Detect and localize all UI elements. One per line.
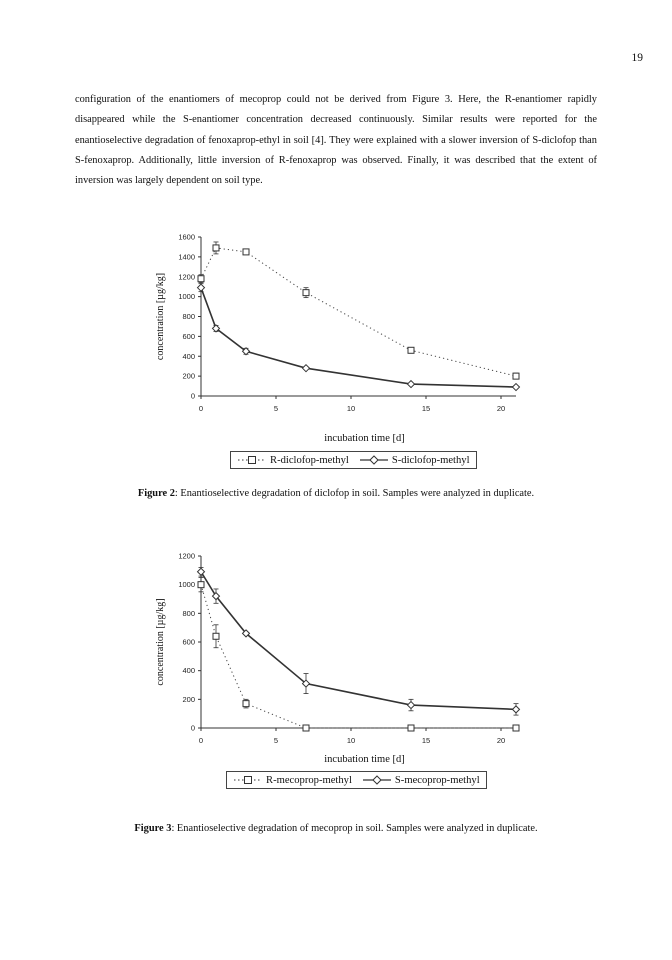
legend-item-s xyxy=(362,775,480,786)
data-point-square xyxy=(303,725,309,731)
data-point-square xyxy=(408,725,414,731)
legend-label-s: S-mecoprop-methyl xyxy=(394,774,480,786)
legend-marker-diamond xyxy=(362,775,392,785)
legend-label-s: S-diclofop-methyl xyxy=(391,454,470,466)
y-tick-label: 400 xyxy=(182,351,195,361)
data-point-diamond xyxy=(198,568,205,575)
data-point-square xyxy=(513,725,519,731)
data-point-diamond xyxy=(408,702,415,709)
x-tick-label: 20 xyxy=(496,736,506,745)
y-tick-label: 1000 xyxy=(178,580,195,590)
x-tick-label: 10 xyxy=(346,736,356,745)
x-tick-label: 20 xyxy=(496,404,506,413)
data-point-square xyxy=(198,582,204,588)
y-axis-label: concentration [µg/kg] xyxy=(155,272,166,361)
figure-3-caption-label: Figure 3 xyxy=(134,823,172,834)
figure-2-caption-text: : Enantioselective degradation of diclofop in soil. Samples were analyzed in duplicate. xyxy=(174,488,535,499)
data-point-diamond xyxy=(513,706,520,713)
y-tick-label: 600 xyxy=(182,331,195,341)
data-point-square xyxy=(213,633,219,639)
x-axis-label: incubation time [d] xyxy=(324,754,405,765)
x-tick-label: 0 xyxy=(198,404,204,413)
body-paragraph-text: configuration of the enantiomers of mecoprop could not be derived from Figure 3. Here, the R-enantiomer rapidly disappeared while the S-enantiomer concentration decreased continuously. Similar results were reported for the enantioselective degradation of fenoxaprop-ethyl in soil [4]. They were explained with a slower inversion of S-diclofop than S-fenoxaprop. Additionally, little inversion of R-fenoxaprop was observed. Finally, it was described that the extent of inversion was largely dependent on soil type. xyxy=(75,94,597,187)
y-tick-label: 1000 xyxy=(178,292,195,302)
y-tick-label: 1400 xyxy=(178,252,195,262)
y-tick-label: 1600 xyxy=(178,232,195,242)
legend-label-r: R-mecoprop-methyl xyxy=(266,774,352,786)
figure-3-caption-text: : Enantioselective degradation of mecoprop in soil. Samples were analyzed in duplicate. xyxy=(171,823,538,834)
y-tick-label: 0 xyxy=(190,723,195,733)
y-tick-label: 0 xyxy=(190,391,195,401)
y-tick-label: 400 xyxy=(182,666,195,676)
legend-marker-square xyxy=(233,775,263,785)
y-tick-label: 1200 xyxy=(178,551,195,561)
figure-3-legend xyxy=(226,771,487,789)
y-tick-label: 800 xyxy=(182,312,195,321)
x-tick-label: 15 xyxy=(421,736,431,745)
y-tick-label: 800 xyxy=(182,608,195,618)
y-axis-label: concentration [µg/kg] xyxy=(155,598,166,686)
x-axis-label: incubation time [d] xyxy=(324,433,405,444)
legend-item-r xyxy=(233,775,352,786)
data-point-square xyxy=(243,701,249,707)
figure-2-caption-label: Figure 2 xyxy=(137,488,175,499)
x-tick-label: 10 xyxy=(346,404,356,413)
x-tick-label: 5 xyxy=(273,404,279,413)
series-line xyxy=(201,572,516,710)
legend-label-r: R-diclofop-methyl xyxy=(270,454,349,466)
x-tick-label: 0 xyxy=(198,736,204,745)
x-tick-label: 5 xyxy=(273,736,279,745)
y-tick-label: 200 xyxy=(182,371,195,381)
x-tick-label: 15 xyxy=(421,404,431,413)
figure-3-caption xyxy=(75,823,597,834)
page-number: 19 xyxy=(631,52,643,64)
y-tick-label: 1200 xyxy=(178,272,195,282)
y-tick-label: 200 xyxy=(182,694,195,704)
y-tick-label: 600 xyxy=(182,637,195,647)
